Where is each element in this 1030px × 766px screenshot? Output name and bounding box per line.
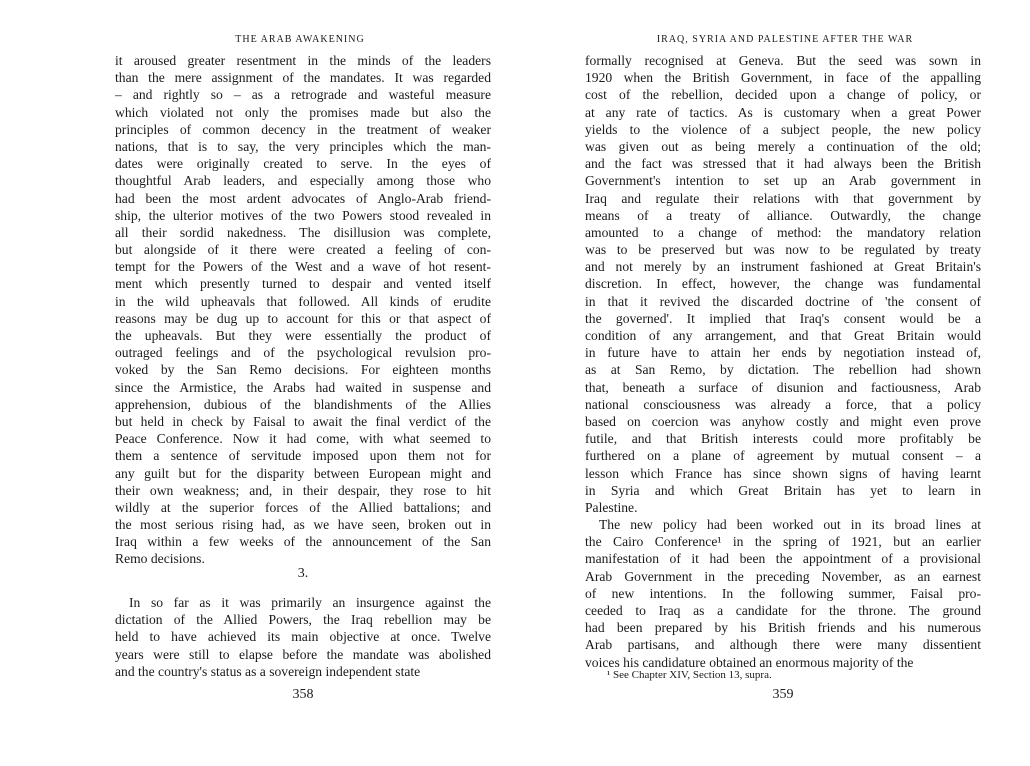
- running-head: THE ARAB AWAKENING: [235, 34, 365, 45]
- text-line: and the fact was stressed that it had always been the British: [585, 156, 981, 172]
- text-line: reasons may be dug up to account for this or that aspect of: [115, 310, 491, 326]
- running-head: IRAQ, SYRIA AND PALESTINE AFTER THE WAR: [656, 34, 914, 45]
- text-line: in that it revived the discarded doctrine of 'the consent of: [585, 293, 981, 309]
- text-line: Government's intention to set up an Arab government in: [585, 173, 981, 189]
- text-line: voices his candidature obtained an enormous majority of the: [585, 654, 914, 670]
- text-line: ceeded to Iraq as a candidate for the throne. The ground: [585, 602, 981, 618]
- text-line: their own weakness; and, in their despair, they rose to hit: [115, 482, 491, 498]
- text-line: had been the most ardent advocates of Anglo-Arab friend-: [115, 190, 491, 206]
- text-line: and not merely by an instrument fashioned at Great Britain's: [585, 259, 981, 275]
- text-line: was given out as being merely a continuation of the old;: [585, 138, 981, 154]
- text-line: had been prepared by his British friends and his numerous: [585, 620, 981, 636]
- text-line: the most serious rising had, as we have seen, broken out in: [115, 517, 491, 533]
- text-line: based on coercion was anyhow costly and might even prove: [585, 413, 981, 429]
- text-line: in future have to attain her ends by negotiation instead of,: [585, 345, 981, 361]
- left-paragraph-1: [115, 52, 491, 568]
- right-paragraph-2: [585, 516, 981, 671]
- text-line: and the country's status as a sovereign independent state: [115, 663, 421, 679]
- text-line: as at San Remo, by dictation. The rebellion had shown: [585, 362, 981, 378]
- text-line: than the mere assignment of the mandates. It was regarded: [115, 70, 491, 86]
- page-number: 359: [772, 687, 794, 702]
- text-line: which violated not only the promises made but also the: [115, 104, 491, 120]
- text-line: In so far as it was primarily an insurgence against the: [129, 595, 491, 610]
- text-line: tempt for the Powers of the West and a wave of hot resent-: [115, 259, 491, 275]
- text-line: thoughtful Arab leaders, and especially among those who: [115, 173, 491, 189]
- text-line: Arab Government in the preceding November, as an earnest: [585, 568, 981, 584]
- text-line: The new policy had been worked out in its broad lines at: [599, 517, 981, 532]
- text-line: discretion. In effect, however, the change was fundamental: [585, 276, 981, 292]
- text-line: – and rightly so – as a retrograde and wasteful measure: [115, 87, 491, 103]
- text-line: in the wild upheavals that followed. All kinds of erudite: [115, 293, 491, 309]
- text-line: the Cairo Conference¹ in the spring of 1921, but an earlier: [585, 534, 981, 550]
- text-line: Palestine.: [585, 499, 638, 515]
- text-line: nations, that is to say, the very principles which the man-: [115, 138, 491, 154]
- text-line: formally recognised at Geneva. But the seed was sown in: [585, 53, 981, 68]
- text-line: but held in check by Faisal to await the final verdict of the: [115, 413, 491, 429]
- text-line: dates were originally created to serve. In the eyes of: [115, 156, 491, 172]
- text-line: them a sentence of servitude imposed upon them not for: [115, 448, 491, 464]
- text-line: voked by the San Remo decisions. For eighteen months: [115, 362, 491, 378]
- text-line: furthered on a plane of agreement by mutual consent – a: [585, 448, 981, 464]
- text-line: Iraq within a few weeks of the announcement of the San: [115, 534, 491, 550]
- text-line: held to have achieved its main objective at once. Twelve: [115, 629, 491, 645]
- text-line: Iraq and regulate their relations with that government by: [585, 190, 981, 206]
- text-line: it aroused greater resentment in the minds of the leaders: [115, 53, 491, 68]
- text-line: wildly at the superior forces of the Allied battalions; and: [115, 499, 491, 515]
- right-paragraph-1: [585, 52, 981, 516]
- text-line: national consciousness was already a force, that a policy: [585, 396, 981, 412]
- text-line: 1920 when the British Government, in face of the appalling: [585, 70, 981, 86]
- text-line: was to be preserved but was now to be regulated by treaty: [585, 242, 981, 258]
- text-line: outraged feelings and of the psychological revulsion pro-: [115, 345, 491, 361]
- text-line: in Syria and which Great Britain has yet to learn in: [585, 482, 981, 498]
- text-line: Remo decisions.: [115, 551, 205, 567]
- text-line: that, beneath a surface of disunion and factiousness, Arab: [585, 379, 981, 395]
- right-page: [515, 0, 1030, 766]
- text-line: manifestation of it had been the appointment of a provisional: [585, 551, 981, 567]
- text-line: amounted to a change of method: the mandatory relation: [585, 224, 981, 240]
- text-line: yields to the violence of a subject people, the new policy: [585, 121, 981, 137]
- section-number: 3.: [297, 566, 309, 581]
- text-line: ship, the ulterior motives of the two Powers stood revealed in: [115, 207, 491, 223]
- left-paragraph-2: [115, 594, 491, 680]
- text-line: ment which presently turned to despair and vented itself: [115, 276, 491, 292]
- text-line: condition of any arrangement, and that Great Britain would: [585, 328, 981, 343]
- text-line: apprehension, dubious of the blandishments of the Allies: [115, 396, 491, 412]
- text-line: lesson which France has since shown signs of having learnt: [585, 465, 981, 481]
- text-line: the upheavals. But they were essentially the product of: [115, 328, 491, 343]
- text-line: Peace Conference. Now it had come, with what seemed to: [115, 431, 491, 447]
- text-line: means of a treaty of alliance. Outwardly, the change: [585, 207, 981, 223]
- text-line: Arab partisans, and although there were many dissentient: [585, 637, 981, 653]
- text-line: cost of the rebellion, decided upon a change of policy, or: [585, 87, 981, 103]
- text-line: years were still to elapse before the mandate was abolished: [115, 646, 491, 662]
- page-number: 358: [292, 687, 314, 702]
- text-line: futile, and that British interests could more profitably be: [585, 431, 981, 447]
- text-line: but alongside of it there were created a feeling of con-: [115, 242, 491, 258]
- text-line: the governed'. It implied that Iraq's consent would be a: [585, 310, 981, 326]
- text-line: at any rate of tactics. As is customary when a great Power: [585, 104, 981, 120]
- footnote: ¹ See Chapter XIV, Section 13, supra.: [607, 669, 772, 681]
- text-line: all their sordid nakedness. The disillusion was complete,: [115, 224, 491, 240]
- text-line: of new intentions. In the following summer, Faisal pro-: [585, 585, 981, 601]
- text-line: dictation of the Allied Powers, the Iraq rebellion may be: [115, 612, 491, 628]
- text-line: any guilt but for the disparity between European might and: [115, 465, 491, 481]
- text-line: principles of common decency in the treatment of weaker: [115, 121, 491, 137]
- text-line: since the Armistice, the Arabs had waited in suspense and: [115, 379, 491, 395]
